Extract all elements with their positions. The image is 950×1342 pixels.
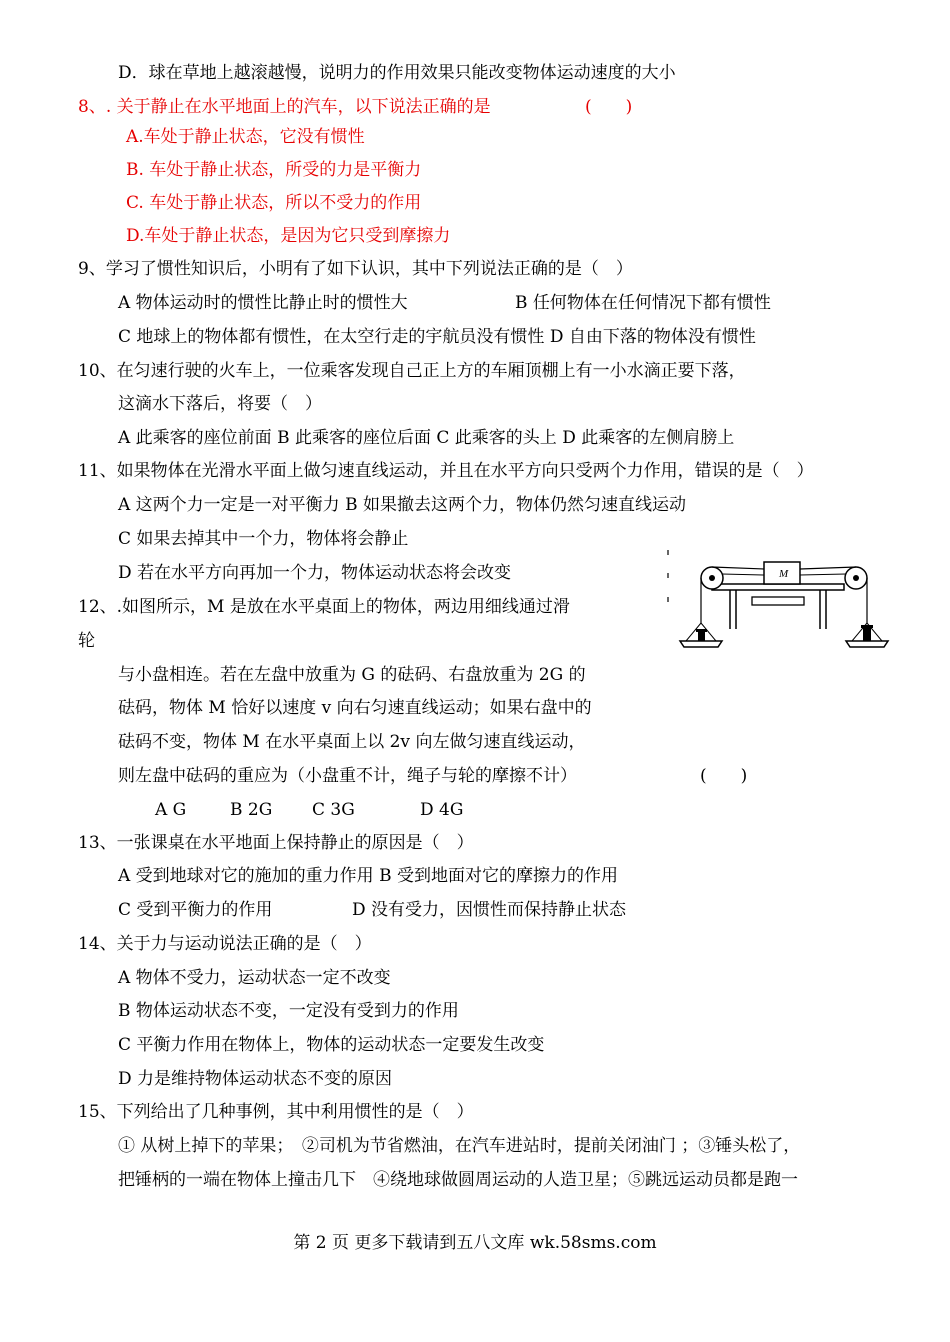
pulley-table-figure [660, 545, 890, 655]
q8-stem: 8、. 关于静止在水平地面上的汽车，以下说法正确的是 [78, 97, 491, 117]
q12-option-c: C 3G [312, 800, 355, 820]
q9-option-cd: C 地球上的物体都有惯性，在太空行走的宇航员没有惯性 D 自由下落的物体没有惯性 [118, 327, 756, 347]
q14-option-a: A 物体不受力，运动状态一定不改变 [118, 968, 391, 988]
q13-options-ab: A 受到地球对它的施加的重力作用 B 受到地面对它的摩擦力的作用 [118, 866, 618, 886]
q12-option-a: A G [155, 800, 187, 820]
q8-option-b: B. 车处于静止状态，所受的力是平衡力 [126, 160, 422, 180]
q14-stem: 14、关于力与运动说法正确的是（ ） [78, 934, 372, 954]
q13-option-d: D 没有受力，因惯性而保持静止状态 [352, 900, 627, 920]
q14-option-d: D 力是维持物体运动状态不变的原因 [118, 1069, 393, 1089]
page-footer: 第 2 页 更多下载请到五八文库 wk.58sms.com [293, 1233, 657, 1253]
q14-option-c: C 平衡力作用在物体上，物体的运动状态一定要发生改变 [118, 1035, 545, 1055]
q11-option-c: C 如果去掉其中一个力，物体将会静止 [118, 529, 409, 549]
q15-line-1: ① 从树上掉下的苹果； ②司机为节省燃油，在汽车进站时，提前关闭油门 ；③锤头松了， [118, 1136, 801, 1156]
q12-stem-4: 砝码不变，物体 M 在水平桌面上以 2v 向左做匀速直线运动， [118, 732, 586, 752]
q8-option-d: D.车处于静止状态，是因为它只受到摩擦力 [126, 226, 451, 246]
q12-stem-1: 12、.如图所示，M 是放在水平桌面上的物体，两边用细线通过滑 [78, 597, 570, 617]
q11-option-d: D 若在水平方向再加一个力，物体运动状态将会改变 [118, 563, 512, 583]
q8-option-a: A.车处于静止状态，它没有惯性 [126, 127, 365, 147]
q9-option-b: B 任何物体在任何情况下都有惯性 [515, 293, 771, 313]
q13-stem: 13、一张课桌在水平地面上保持静止的原因是（ ） [78, 833, 474, 853]
q13-option-c: C 受到平衡力的作用 [118, 900, 273, 920]
q12-stem-5: 则左盘中砝码的重应为（小盘重不计，绳子与轮的摩擦不计） [118, 766, 577, 786]
q15-line-2: 把锤柄的一端在物体上撞击几下 ④绕地球做圆周运动的人造卫星；⑤跳远运动员都是跑一 [118, 1170, 798, 1190]
q10-stem-1: 10、在匀速行驶的火车上，一位乘客发现自己正上方的车厢顶棚上有一小水滴正要下落， [78, 361, 746, 381]
q12-option-d: D 4G [420, 800, 464, 820]
q15-stem: 15、下列给出了几种事例，其中利用惯性的是（ ） [78, 1102, 474, 1122]
q12-stem-1b: 轮 [78, 631, 95, 651]
q8-answer-paren: ( ) [585, 97, 633, 117]
block-m-label: M [779, 568, 789, 580]
q12-stem-2: 与小盘相连。若在左盘中放重为 G 的砝码、右盘放重为 2G 的 [118, 665, 586, 685]
q8-option-c: C. 车处于静止状态，所以不受力的作用 [126, 193, 422, 213]
q12-stem-3: 砝码，物体 M 恰好以速度 v 向右匀速直线运动；如果右盘中的 [118, 698, 592, 718]
q11-options-ab: A 这两个力一定是一对平衡力 B 如果撤去这两个力，物体仍然匀速直线运动 [118, 495, 686, 515]
q9-stem: 9、学习了惯性知识后，小明有了如下认识，其中下列说法正确的是（ ） [78, 259, 633, 279]
q14-option-b: B 物体运动状态不变，一定没有受到力的作用 [118, 1001, 459, 1021]
q10-stem-2: 这滴水下落后，将要（ ） [118, 394, 322, 414]
q12-option-b: B 2G [230, 800, 273, 820]
q12-answer-paren: ( ) [700, 766, 748, 786]
q9-option-a: A 物体运动时的惯性比静止时的惯性大 [118, 293, 408, 313]
q10-options: A 此乘客的座位前面 B 此乘客的座位后面 C 此乘客的头上 D 此乘客的左侧肩膀上 [118, 428, 735, 448]
q7-option-d: D．球在草地上越滚越慢，说明力的作用效果只能改变物体运动速度的大小 [118, 63, 676, 83]
q11-stem: 11、如果物体在光滑水平面上做匀速直线运动，并且在水平方向只受两个力作用，错误的是（ ） [78, 461, 814, 481]
